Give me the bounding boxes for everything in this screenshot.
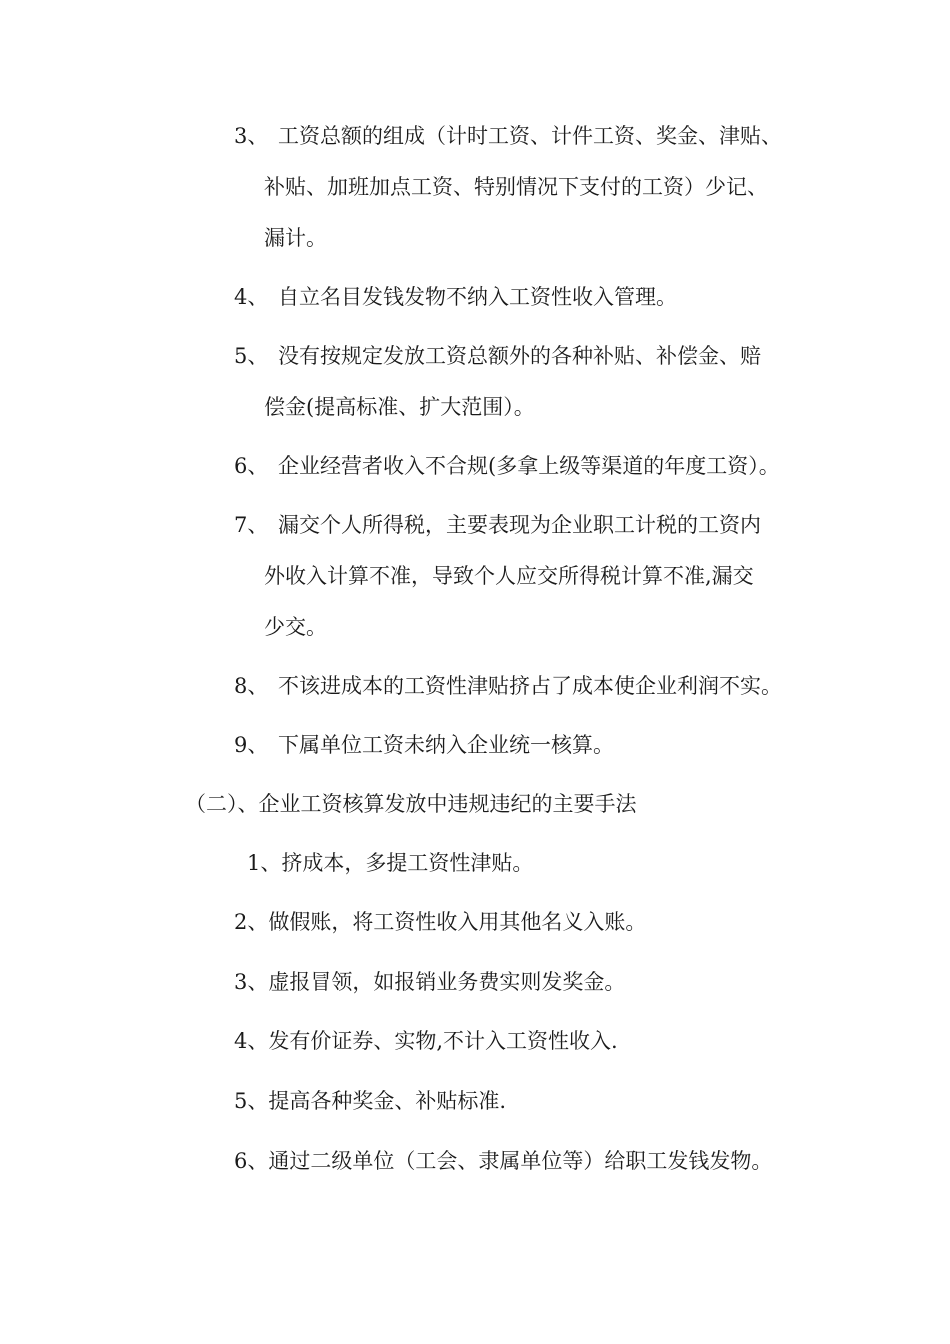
list-item-5-cont-1: 偿金(提高标准、扩大范围）。 — [264, 395, 535, 419]
method-item-1: 1、挤成本，多提工资性津贴。 — [247, 851, 534, 875]
item-number: 3、 — [234, 124, 269, 148]
item-text: 下属单位工资未纳入企业统一核算。 — [278, 733, 614, 757]
item-text: 自立名目发钱发物不纳入工资性收入管理。 — [278, 285, 677, 309]
list-item-9 — [234, 730, 614, 760]
item-text: 工资总额的组成（计时工资、计件工资、奖金、津贴、 — [278, 124, 782, 148]
item-number: 6、 — [234, 454, 269, 478]
section-heading: （二）、企业工资核算发放中违规违纪的主要手法 — [185, 792, 637, 816]
method-item-3: 3、虚报冒领，如报销业务费实则发奖金。 — [234, 970, 626, 994]
list-item-3-cont-2: 漏计。 — [264, 226, 327, 250]
method-item-6: 6、通过二级单位（工会、隶属单位等）给职工发钱发物。 — [234, 1149, 773, 1173]
list-item-7 — [234, 510, 761, 540]
list-item-7-cont-2: 少交。 — [264, 615, 327, 639]
item-text: 漏交个人所得税，主要表现为企业职工计税的工资内 — [278, 513, 761, 537]
list-item-3-cont-1: 补贴、加班加点工资、特别情况下支付的工资）少记、 — [264, 175, 768, 199]
list-item-5 — [234, 341, 761, 371]
item-text: 没有按规定发放工资总额外的各种补贴、补偿金、赔 — [278, 344, 761, 368]
item-number: 8、 — [234, 674, 269, 698]
item-number: 9、 — [234, 733, 269, 757]
item-number: 5、 — [234, 344, 269, 368]
item-number: 7、 — [234, 513, 269, 537]
method-item-4: 4、发有价证券、实物,不计入工资性收入. — [234, 1029, 618, 1053]
list-item-3 — [234, 121, 782, 151]
item-text: 企业经营者收入不合规(多拿上级等渠道的年度工资）。 — [278, 454, 780, 478]
list-item-4 — [234, 282, 677, 312]
method-item-2: 2、做假账，将工资性收入用其他名义入账。 — [234, 910, 647, 934]
method-item-5: 5、提高各种奖金、补贴标准. — [234, 1089, 507, 1113]
list-item-7-cont-1: 外收入计算不准，导致个人应交所得税计算不准,漏交 — [264, 564, 754, 588]
item-number: 4、 — [234, 285, 269, 309]
list-item-6 — [234, 451, 780, 481]
list-item-8 — [234, 671, 782, 701]
item-text: 不该进成本的工资性津贴挤占了成本使企业利润不实。 — [278, 674, 782, 698]
